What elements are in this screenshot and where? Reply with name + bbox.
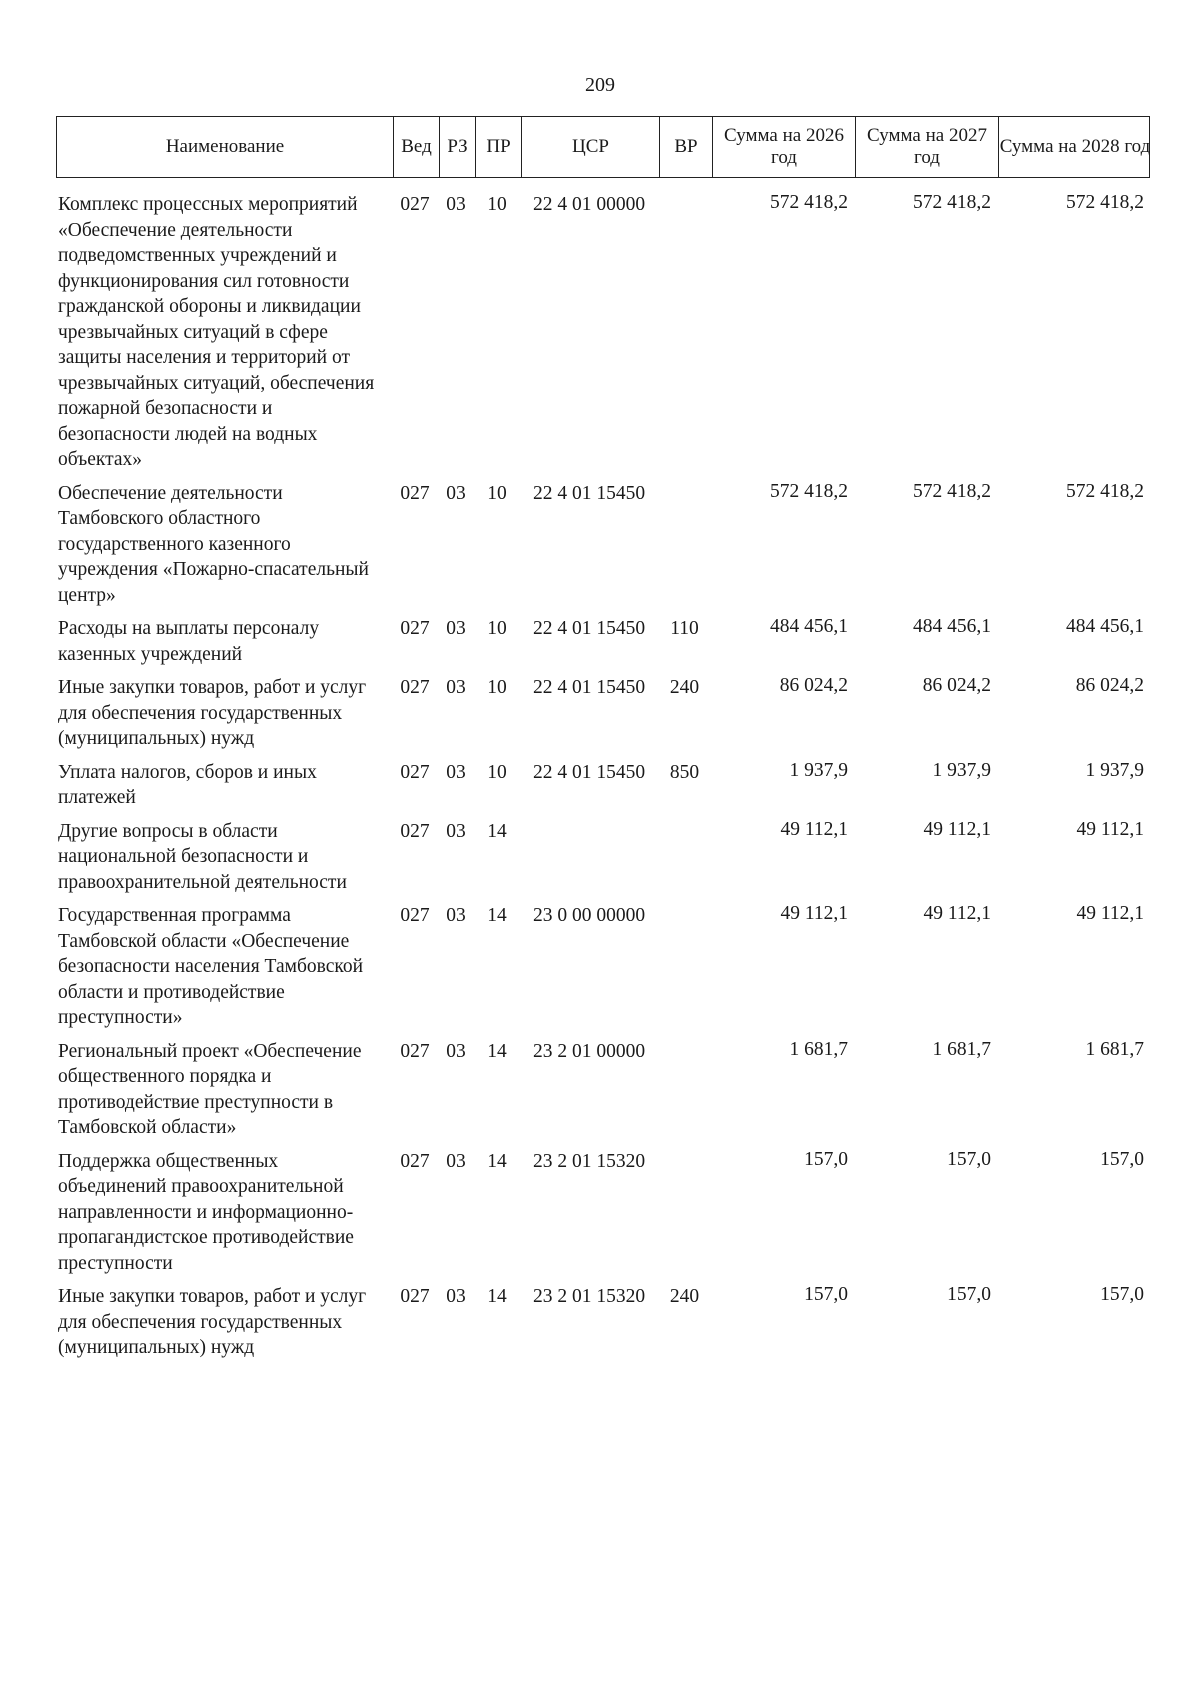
- table-row: [56, 675, 1156, 752]
- header-sum-2027: Сумма на 2027 год: [855, 117, 998, 177]
- row-ved: 027: [400, 482, 430, 504]
- row-name: Расходы на выплаты персоналу казенных учреждений: [58, 618, 320, 665]
- row-name: Обеспечение деятельности Тамбовского областного государственного казенного учреждения «Пожарно-спасательный центр»: [58, 482, 369, 606]
- row-sum-2026: 572 418,2: [770, 192, 848, 213]
- row-csr: 23 2 01 15320: [532, 1150, 646, 1172]
- row-vr: 240: [669, 677, 700, 698]
- row-name: Иные закупки товаров, работ и услуг для обеспечения государственных (муниципальных) нужд: [58, 1286, 367, 1358]
- row-ved: 027: [400, 194, 430, 215]
- row-sum-2027: 572 418,2: [913, 192, 991, 213]
- row-sum-2027: 157,0: [947, 1284, 991, 1305]
- table-row: [56, 1284, 1156, 1361]
- row-name: Комплекс процессных мероприятий «Обеспечение деятельности подведомственных учреждений и функционирования сил готовности гражданской обороны и ликвидации чрезвычайных ситуаций в сфере защиты населения и территорий от чрезвычайных ситуаций, обеспечения пожарной безопасности и безопасности людей на водных объектах»: [58, 194, 375, 470]
- row-csr: 23 2 01 15320: [532, 1286, 646, 1307]
- header-pr: ПР: [475, 117, 521, 177]
- row-sum-2026: 1 681,7: [789, 1038, 848, 1060]
- row-name: Региональный проект «Обеспечение общественного порядка и противодействие преступности в Тамбовской области»: [58, 1040, 362, 1138]
- row-ved: 027: [400, 1040, 430, 1062]
- page-number: 209: [585, 74, 615, 96]
- header-ved: Вед: [393, 117, 439, 177]
- table-row: [56, 481, 1156, 609]
- row-pr: 10: [487, 482, 507, 504]
- row-csr: 22 4 01 15450: [532, 761, 646, 783]
- row-sum-2027: 1 681,7: [932, 1038, 991, 1060]
- row-sum-2027: 49 112,1: [923, 903, 991, 924]
- row-sum-2026: 157,0: [804, 1148, 848, 1170]
- row-sum-2028: 157,0: [1100, 1148, 1144, 1170]
- row-rz: 03: [446, 1286, 466, 1307]
- row-sum-2028: 484 456,1: [1066, 616, 1144, 637]
- header-rz: РЗ: [439, 117, 475, 177]
- table-row: [56, 1039, 1156, 1141]
- row-sum-2027: 484 456,1: [913, 616, 991, 637]
- row-name: Поддержка общественных объединений правоохранительной направленности и информационно-пропагандистское противодействие преступности: [58, 1150, 354, 1274]
- row-sum-2028: 1 681,7: [1085, 1038, 1144, 1060]
- row-vr: 850: [669, 761, 700, 783]
- row-pr: 10: [487, 677, 507, 698]
- row-name: Государственная программа Тамбовской области «Обеспечение безопасности населения Тамбовской области и противодействие преступности»: [58, 905, 364, 1028]
- row-rz: 03: [446, 820, 466, 842]
- row-vr: [658, 192, 711, 473]
- row-ved: 027: [400, 1150, 430, 1172]
- row-sum-2026: 49 112,1: [780, 903, 848, 924]
- row-sum-2027: 1 937,9: [932, 759, 991, 781]
- header-vr: ВР: [659, 117, 712, 177]
- row-sum-2027: 572 418,2: [913, 480, 991, 502]
- header-name: Наименование: [165, 136, 285, 157]
- row-sum-2028: 157,0: [1100, 1284, 1144, 1305]
- table-row: [56, 819, 1156, 896]
- row-sum-2026: 484 456,1: [770, 616, 848, 637]
- row-csr: 23 0 00 00000: [532, 905, 646, 926]
- row-csr: 22 4 01 00000: [532, 194, 646, 215]
- row-name: Уплата налогов, сборов и иных платежей: [58, 761, 317, 808]
- row-pr: 10: [487, 761, 507, 783]
- row-pr: 14: [487, 1040, 507, 1062]
- row-vr: [658, 819, 711, 896]
- row-ved: 027: [400, 761, 430, 783]
- row-pr: 14: [487, 1150, 507, 1172]
- table-row: [56, 616, 1156, 667]
- row-pr: 14: [487, 1286, 507, 1307]
- row-sum-2027: 49 112,1: [923, 818, 991, 840]
- table-body: [56, 192, 1156, 1369]
- row-csr: 22 4 01 15450: [532, 677, 646, 698]
- row-sum-2026: 86 024,2: [779, 675, 848, 696]
- row-sum-2027: 157,0: [947, 1148, 991, 1170]
- row-pr: 10: [487, 194, 507, 215]
- row-sum-2026: 49 112,1: [780, 818, 848, 840]
- row-sum-2026: 157,0: [804, 1284, 848, 1305]
- row-vr: 110: [670, 618, 699, 639]
- row-ved: 027: [400, 905, 430, 926]
- row-vr: [658, 903, 711, 1031]
- row-vr: [658, 1149, 711, 1277]
- row-sum-2026: 1 937,9: [789, 759, 848, 781]
- table-row: [56, 760, 1156, 811]
- row-ved: 027: [400, 677, 430, 698]
- row-sum-2028: 49 112,1: [1076, 818, 1144, 840]
- table-row: [56, 1149, 1156, 1277]
- table-header: [56, 116, 1150, 178]
- row-vr: 240: [669, 1286, 700, 1307]
- row-sum-2027: 86 024,2: [922, 675, 991, 696]
- row-sum-2026: 572 418,2: [770, 480, 848, 502]
- row-pr: 14: [487, 820, 507, 842]
- row-vr: [658, 481, 711, 609]
- row-ved: 027: [400, 820, 430, 842]
- header-csr: ЦСР: [521, 117, 659, 177]
- row-rz: 03: [446, 761, 466, 783]
- row-rz: 03: [446, 1150, 466, 1172]
- row-ved: 027: [400, 618, 430, 639]
- row-name: Другие вопросы в области национальной безопасности и правоохранительной деятельности: [58, 820, 347, 893]
- row-rz: 03: [446, 905, 466, 926]
- row-rz: 03: [446, 194, 466, 215]
- row-csr: 22 4 01 15450: [532, 618, 646, 639]
- table-row: [56, 192, 1156, 473]
- row-sum-2028: 572 418,2: [1066, 192, 1144, 213]
- header-sum-2028: Сумма на 2028 год: [998, 117, 1151, 177]
- row-ved: 027: [400, 1286, 430, 1307]
- row-csr: [520, 819, 658, 896]
- row-sum-2028: 1 937,9: [1085, 759, 1144, 781]
- row-pr: 14: [487, 905, 507, 926]
- row-rz: 03: [446, 482, 466, 504]
- row-rz: 03: [446, 618, 466, 639]
- row-sum-2028: 49 112,1: [1076, 903, 1144, 924]
- row-rz: 03: [446, 1040, 466, 1062]
- row-vr: [658, 1039, 711, 1141]
- row-sum-2028: 86 024,2: [1075, 675, 1144, 696]
- row-rz: 03: [446, 677, 466, 698]
- header-sum-2026: Сумма на 2026 год: [712, 117, 855, 177]
- table-row: [56, 903, 1156, 1031]
- row-pr: 10: [487, 618, 507, 639]
- row-csr: 23 2 01 00000: [532, 1040, 646, 1062]
- row-name: Иные закупки товаров, работ и услуг для обеспечения государственных (муниципальных) нужд: [58, 677, 367, 749]
- row-csr: 22 4 01 15450: [532, 482, 646, 504]
- row-sum-2028: 572 418,2: [1066, 480, 1144, 502]
